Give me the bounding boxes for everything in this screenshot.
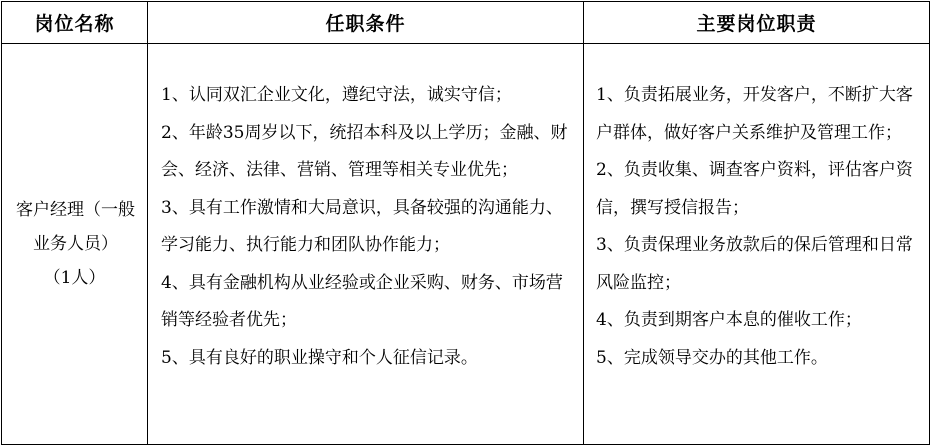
requirements-cell <box>148 44 584 445</box>
duty-item: 5、完成领导交办的其他工作。 <box>596 347 828 368</box>
job-table <box>1 1 930 445</box>
post-cell <box>2 44 148 445</box>
requirement-item: 1、认同双汇企业文化，遵纪守法，诚实守信； <box>161 85 512 105</box>
header-requirements: 任职条件 <box>148 2 584 44</box>
duty-item: 2、负责收集、调查客户资料，评估客户资信，撰写授信报告； <box>596 160 913 218</box>
duty-item: 1、负责拓展业务，开发客户，不断扩大客户群体，做好客户关系维护及管理工作； <box>596 85 913 143</box>
duties-cell <box>584 44 930 445</box>
duty-item: 3、负责保理业务放款后的保后管理和日常风险监控； <box>596 235 913 293</box>
requirement-item: 2、年龄35周岁以下，统招本科及以上学历；金融、财会、经济、法律、营销、管理等相关专业优先； <box>161 122 568 180</box>
header-duties: 主要岗位职责 <box>584 2 930 44</box>
header-post: 岗位名称 <box>2 2 148 44</box>
post-name: 客户经理（一般业务人员） <box>16 200 135 254</box>
table-row <box>2 44 930 445</box>
requirement-item: 3、具有工作激情和大局意识，具备较强的沟通能力、学习能力、执行能力和团队协作能力； <box>161 197 563 255</box>
duty-item: 4、负责到期客户本息的催收工作； <box>596 310 862 330</box>
requirement-item: 5、具有良好的职业操守和个人征信记录。 <box>161 347 478 368</box>
post-count: （1人） <box>43 268 106 288</box>
requirement-item: 4、具有金融机构从业经验或企业采购、财务、市场营销等经验者优先； <box>161 272 563 330</box>
header-row <box>2 2 930 44</box>
